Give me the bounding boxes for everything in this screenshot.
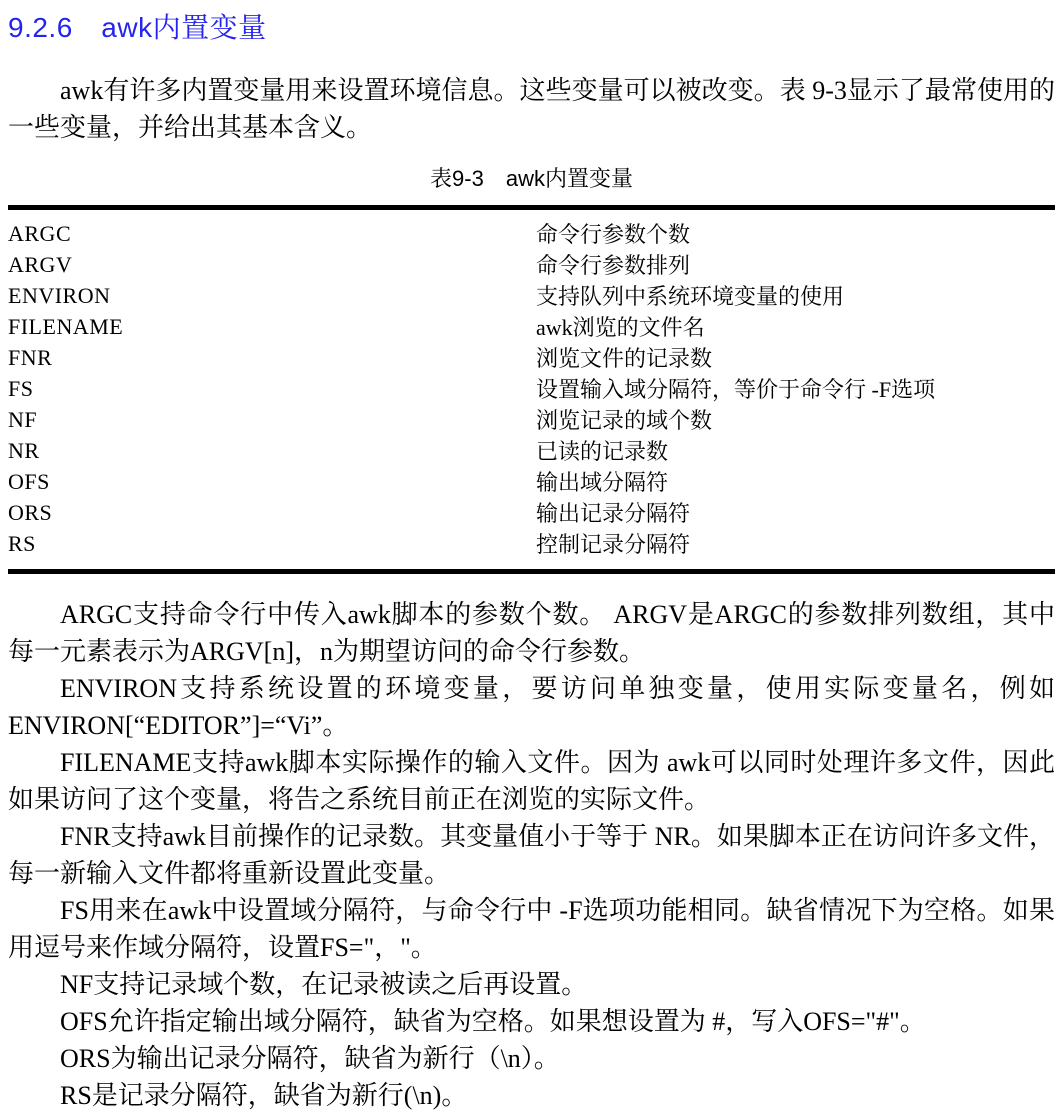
table-row xyxy=(8,249,1055,280)
table-row xyxy=(8,404,1055,435)
paragraph-rs: RS是记录分隔符，缺省为新行(\n)。 xyxy=(60,1081,468,1110)
variable-description: 输出记录分隔符 xyxy=(536,501,691,526)
variable-description: 支持队列中系统环境变量的使用 xyxy=(536,284,845,309)
variable-description: 设置输入域分隔符，等价于命令行 -F选项 xyxy=(536,377,936,402)
paragraph-argc-argv: ARGC支持命令行中传入awk脚本的参数个数。 ARGV是ARGC的参数排列数组，其中每一元素表示为ARGV[n]，n为期望访问的命令行参数。 xyxy=(8,600,1055,666)
paragraph-ofs: OFS允许指定输出域分隔符，缺省为空格。如果想设置为 #，写入OFS="#"。 xyxy=(60,1007,926,1036)
paragraph-fs: FS用来在awk中设置域分隔符，与命令行中 -F选项功能相同。缺省情况下为空格。如果用逗号来作域分隔符，设置FS="，"。 xyxy=(8,896,1055,962)
section-heading: 9.2.6 awk内置变量 xyxy=(8,12,267,43)
variable-name: ORS xyxy=(8,499,53,525)
table-row xyxy=(8,528,1055,559)
variable-name: RS xyxy=(8,530,36,556)
table-row xyxy=(8,218,1055,249)
variable-name: FS xyxy=(8,375,34,401)
variable-description: 浏览文件的记录数 xyxy=(536,346,713,371)
table-row xyxy=(8,466,1055,497)
body-text xyxy=(8,596,1055,1114)
variable-name: FNR xyxy=(8,344,53,370)
variable-description: 控制记录分隔符 xyxy=(536,532,691,557)
variable-description: 命令行参数排列 xyxy=(536,253,691,278)
table-row xyxy=(8,342,1055,373)
table-row xyxy=(8,373,1055,404)
variable-name: ARGC xyxy=(8,220,72,246)
variable-description: 命令行参数个数 xyxy=(536,222,691,247)
paragraph-filename: FILENAME支持awk脚本实际操作的输入文件。因为 awk可以同时处理许多文件，因此如果访问了这个变量，将告之系统目前正在浏览的实际文件。 xyxy=(8,748,1055,814)
paragraph-fnr: FNR支持awk目前操作的记录数。其变量值小于等于 NR。如果脚本正在访问许多文件，每一新输入文件都将重新设置此变量。 xyxy=(8,822,1055,888)
variable-name: NF xyxy=(8,406,38,432)
table-row xyxy=(8,280,1055,311)
table-row xyxy=(8,497,1055,528)
table-row xyxy=(8,435,1055,466)
variable-description: 浏览记录的域个数 xyxy=(536,408,713,433)
variable-name: ENVIRON xyxy=(8,282,111,308)
variable-description: awk浏览的文件名 xyxy=(536,315,705,340)
paragraph-ors: ORS为输出记录分隔符，缺省为新行（\n）。 xyxy=(60,1044,560,1073)
table-caption: 表9-3 awk内置变量 xyxy=(430,166,633,191)
table-row xyxy=(8,311,1055,342)
builtin-variables-table xyxy=(8,205,1055,574)
variable-name: OFS xyxy=(8,468,50,494)
variable-name: FILENAME xyxy=(8,313,124,339)
paragraph-nf: NF支持记录域个数，在记录被读之后再设置。 xyxy=(60,970,588,999)
variable-name: ARGV xyxy=(8,251,73,277)
intro-paragraph: awk有许多内置变量用来设置环境信息。这些变量可以被改变。表 9-3显示了最常使用的一些变量，并给出其基本含义。 xyxy=(8,76,1055,142)
variable-description: 已读的记录数 xyxy=(536,439,669,464)
variables-table-grid xyxy=(8,218,1055,559)
variable-description: 输出域分隔符 xyxy=(536,470,669,495)
paragraph-environ: ENVIRON支持系统设置的环境变量，要访问单独变量，使用实际变量名，例如ENVIRON[“EDITOR”]=“Vi”。 xyxy=(8,674,1055,740)
variable-name: NR xyxy=(8,437,40,463)
